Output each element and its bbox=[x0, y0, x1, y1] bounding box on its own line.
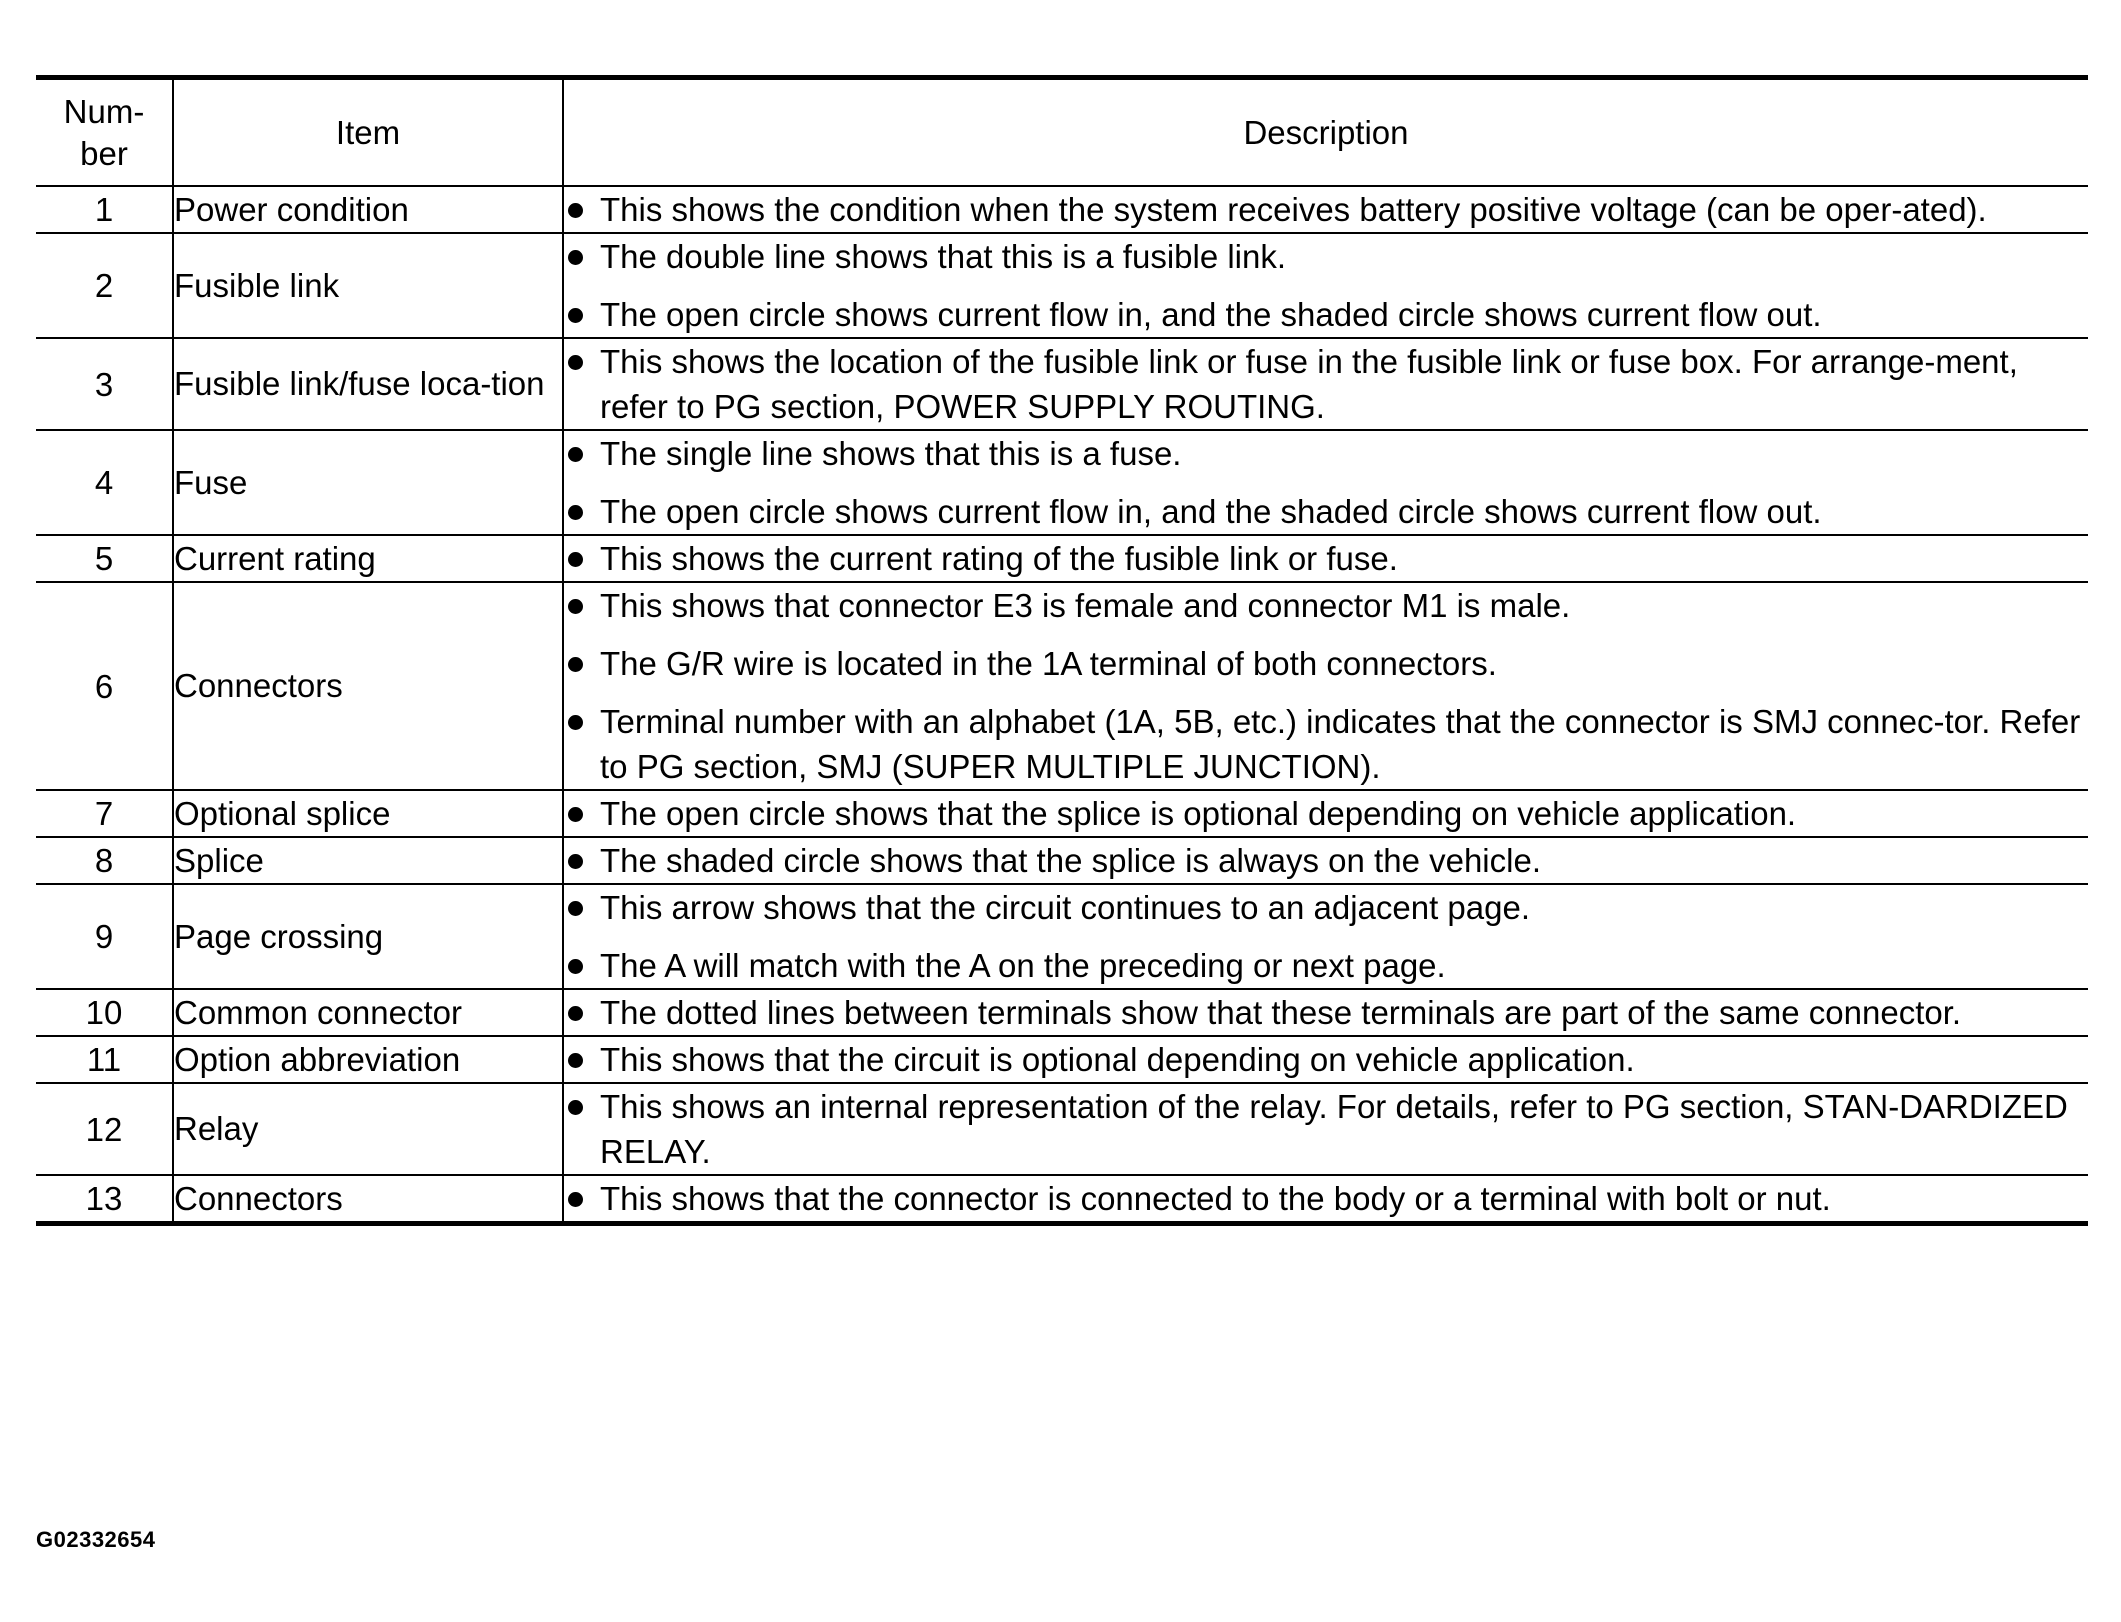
description-item bbox=[564, 583, 2088, 628]
bullet-icon bbox=[568, 1053, 583, 1068]
bullet-icon bbox=[568, 657, 583, 672]
description-text: The open circle shows current flow in, and the shaded circle shows current flow out. bbox=[600, 296, 1822, 333]
description-text: This arrow shows that the circuit continues to an adjacent page. bbox=[600, 889, 1531, 926]
description-item bbox=[564, 431, 2088, 476]
table-header-row bbox=[36, 78, 2088, 187]
description-item bbox=[564, 292, 2088, 337]
description-text: The G/R wire is located in the 1A terminal of both connectors. bbox=[600, 645, 1497, 682]
bullet-icon bbox=[568, 715, 583, 730]
row-number: 7 bbox=[36, 790, 173, 837]
description-text: This shows that the circuit is optional depending on vehicle application. bbox=[600, 1041, 1635, 1078]
description-list bbox=[564, 1084, 2088, 1174]
legend-page bbox=[36, 75, 2088, 1226]
description-item bbox=[564, 1037, 2088, 1082]
bullet-icon bbox=[568, 1192, 583, 1207]
table-row bbox=[36, 186, 2088, 233]
description-list bbox=[564, 791, 2088, 836]
header-item: Item bbox=[173, 78, 563, 187]
description-item bbox=[564, 885, 2088, 930]
row-item: Current rating bbox=[173, 535, 563, 582]
description-text: The A will match with the A on the preceding or next page. bbox=[600, 947, 1446, 984]
description-item bbox=[564, 699, 2088, 789]
description-item bbox=[564, 791, 2088, 836]
row-description bbox=[563, 338, 2088, 430]
row-item: Connectors bbox=[173, 1175, 563, 1224]
table-row bbox=[36, 1036, 2088, 1083]
row-description bbox=[563, 1083, 2088, 1175]
bullet-icon bbox=[568, 1100, 583, 1115]
wiring-legend-table bbox=[36, 75, 2088, 1226]
row-description bbox=[563, 430, 2088, 535]
row-number: 13 bbox=[36, 1175, 173, 1224]
description-text: This shows the location of the fusible link or fuse in the fusible link or fuse box. For arrange-ment, refer to PG section, POWER SUPPLY ROUTING. bbox=[600, 343, 2018, 425]
description-list bbox=[564, 187, 2088, 232]
row-description bbox=[563, 989, 2088, 1036]
bullet-icon bbox=[568, 355, 583, 370]
row-item: Fusible link bbox=[173, 233, 563, 338]
description-text: The open circle shows current flow in, and the shaded circle shows current flow out. bbox=[600, 493, 1822, 530]
description-text: This shows an internal representation of the relay. For details, refer to PG section, STAN-DARDIZED RELAY. bbox=[600, 1088, 2068, 1170]
table-row bbox=[36, 989, 2088, 1036]
row-description bbox=[563, 233, 2088, 338]
row-description bbox=[563, 186, 2088, 233]
table-row bbox=[36, 582, 2088, 790]
table-row bbox=[36, 790, 2088, 837]
row-description bbox=[563, 884, 2088, 989]
row-number: 11 bbox=[36, 1036, 173, 1083]
table-row bbox=[36, 338, 2088, 430]
description-text: Terminal number with an alphabet (1A, 5B, etc.) indicates that the connector is SMJ connec-tor. Refer to PG section, SMJ (SUPER MULTIPLE JUNCTION). bbox=[600, 703, 2081, 785]
row-number: 5 bbox=[36, 535, 173, 582]
description-list bbox=[564, 536, 2088, 581]
row-number: 4 bbox=[36, 430, 173, 535]
description-list bbox=[564, 583, 2088, 789]
bullet-icon bbox=[568, 447, 583, 462]
description-text: The single line shows that this is a fuse. bbox=[600, 435, 1182, 472]
description-item bbox=[564, 641, 2088, 686]
row-item: Power condition bbox=[173, 186, 563, 233]
bullet-icon bbox=[568, 854, 583, 869]
row-number: 1 bbox=[36, 186, 173, 233]
table-row bbox=[36, 837, 2088, 884]
description-text: The shaded circle shows that the splice is always on the vehicle. bbox=[600, 842, 1541, 879]
description-text: This shows that connector E3 is female and connector M1 is male. bbox=[600, 587, 1571, 624]
table-row bbox=[36, 884, 2088, 989]
description-item bbox=[564, 234, 2088, 279]
description-item bbox=[564, 536, 2088, 581]
description-list bbox=[564, 339, 2088, 429]
description-list bbox=[564, 990, 2088, 1035]
row-number: 12 bbox=[36, 1083, 173, 1175]
row-description bbox=[563, 582, 2088, 790]
description-list bbox=[564, 1037, 2088, 1082]
description-list bbox=[564, 234, 2088, 337]
description-list bbox=[564, 838, 2088, 883]
row-item: Option abbreviation bbox=[173, 1036, 563, 1083]
description-text: The double line shows that this is a fusible link. bbox=[600, 238, 1287, 275]
row-description bbox=[563, 790, 2088, 837]
row-item: Optional splice bbox=[173, 790, 563, 837]
table-row bbox=[36, 1175, 2088, 1224]
description-list bbox=[564, 431, 2088, 534]
row-description bbox=[563, 1036, 2088, 1083]
description-item bbox=[564, 990, 2088, 1035]
row-number: 9 bbox=[36, 884, 173, 989]
header-number-line1: Num- bbox=[63, 92, 145, 130]
row-description bbox=[563, 535, 2088, 582]
row-item: Relay bbox=[173, 1083, 563, 1175]
row-number: 10 bbox=[36, 989, 173, 1036]
bullet-icon bbox=[568, 203, 583, 218]
bullet-icon bbox=[568, 901, 583, 916]
table-row bbox=[36, 1083, 2088, 1175]
bullet-icon bbox=[568, 250, 583, 265]
row-item: Connectors bbox=[173, 582, 563, 790]
bullet-icon bbox=[568, 308, 583, 323]
header-description: Description bbox=[563, 78, 2088, 187]
description-list bbox=[564, 885, 2088, 988]
bullet-icon bbox=[568, 552, 583, 567]
table-row bbox=[36, 535, 2088, 582]
description-item bbox=[564, 187, 2088, 232]
row-number: 2 bbox=[36, 233, 173, 338]
table-row bbox=[36, 233, 2088, 338]
description-text: This shows the current rating of the fusible link or fuse. bbox=[600, 540, 1398, 577]
row-number: 6 bbox=[36, 582, 173, 790]
description-item bbox=[564, 943, 2088, 988]
description-item bbox=[564, 489, 2088, 534]
bullet-icon bbox=[568, 599, 583, 614]
table-row bbox=[36, 430, 2088, 535]
description-item bbox=[564, 1176, 2088, 1221]
description-text: This shows that the connector is connected to the body or a terminal with bolt or nut. bbox=[600, 1180, 1831, 1217]
description-item bbox=[564, 1084, 2088, 1174]
row-item: Splice bbox=[173, 837, 563, 884]
bullet-icon bbox=[568, 505, 583, 520]
description-list bbox=[564, 1176, 2088, 1221]
header-number-line2: ber bbox=[80, 134, 128, 172]
figure-id: G02332654 bbox=[36, 1527, 156, 1552]
bullet-icon bbox=[568, 959, 583, 974]
row-description bbox=[563, 1175, 2088, 1224]
row-item: Fuse bbox=[173, 430, 563, 535]
row-item: Common connector bbox=[173, 989, 563, 1036]
bullet-icon bbox=[568, 807, 583, 822]
row-item: Fusible link/fuse loca-tion bbox=[173, 338, 563, 430]
table-body bbox=[36, 186, 2088, 1224]
description-item bbox=[564, 838, 2088, 883]
row-number: 3 bbox=[36, 338, 173, 430]
description-text: The dotted lines between terminals show that these terminals are part of the same connector. bbox=[600, 994, 1962, 1031]
row-description bbox=[563, 837, 2088, 884]
description-text: The open circle shows that the splice is optional depending on vehicle application. bbox=[600, 795, 1797, 832]
bullet-icon bbox=[568, 1006, 583, 1021]
row-item: Page crossing bbox=[173, 884, 563, 989]
description-text: This shows the condition when the system receives battery positive voltage (can be oper-ated). bbox=[600, 191, 1987, 228]
header-number bbox=[36, 78, 173, 187]
row-number: 8 bbox=[36, 837, 173, 884]
description-item bbox=[564, 339, 2088, 429]
